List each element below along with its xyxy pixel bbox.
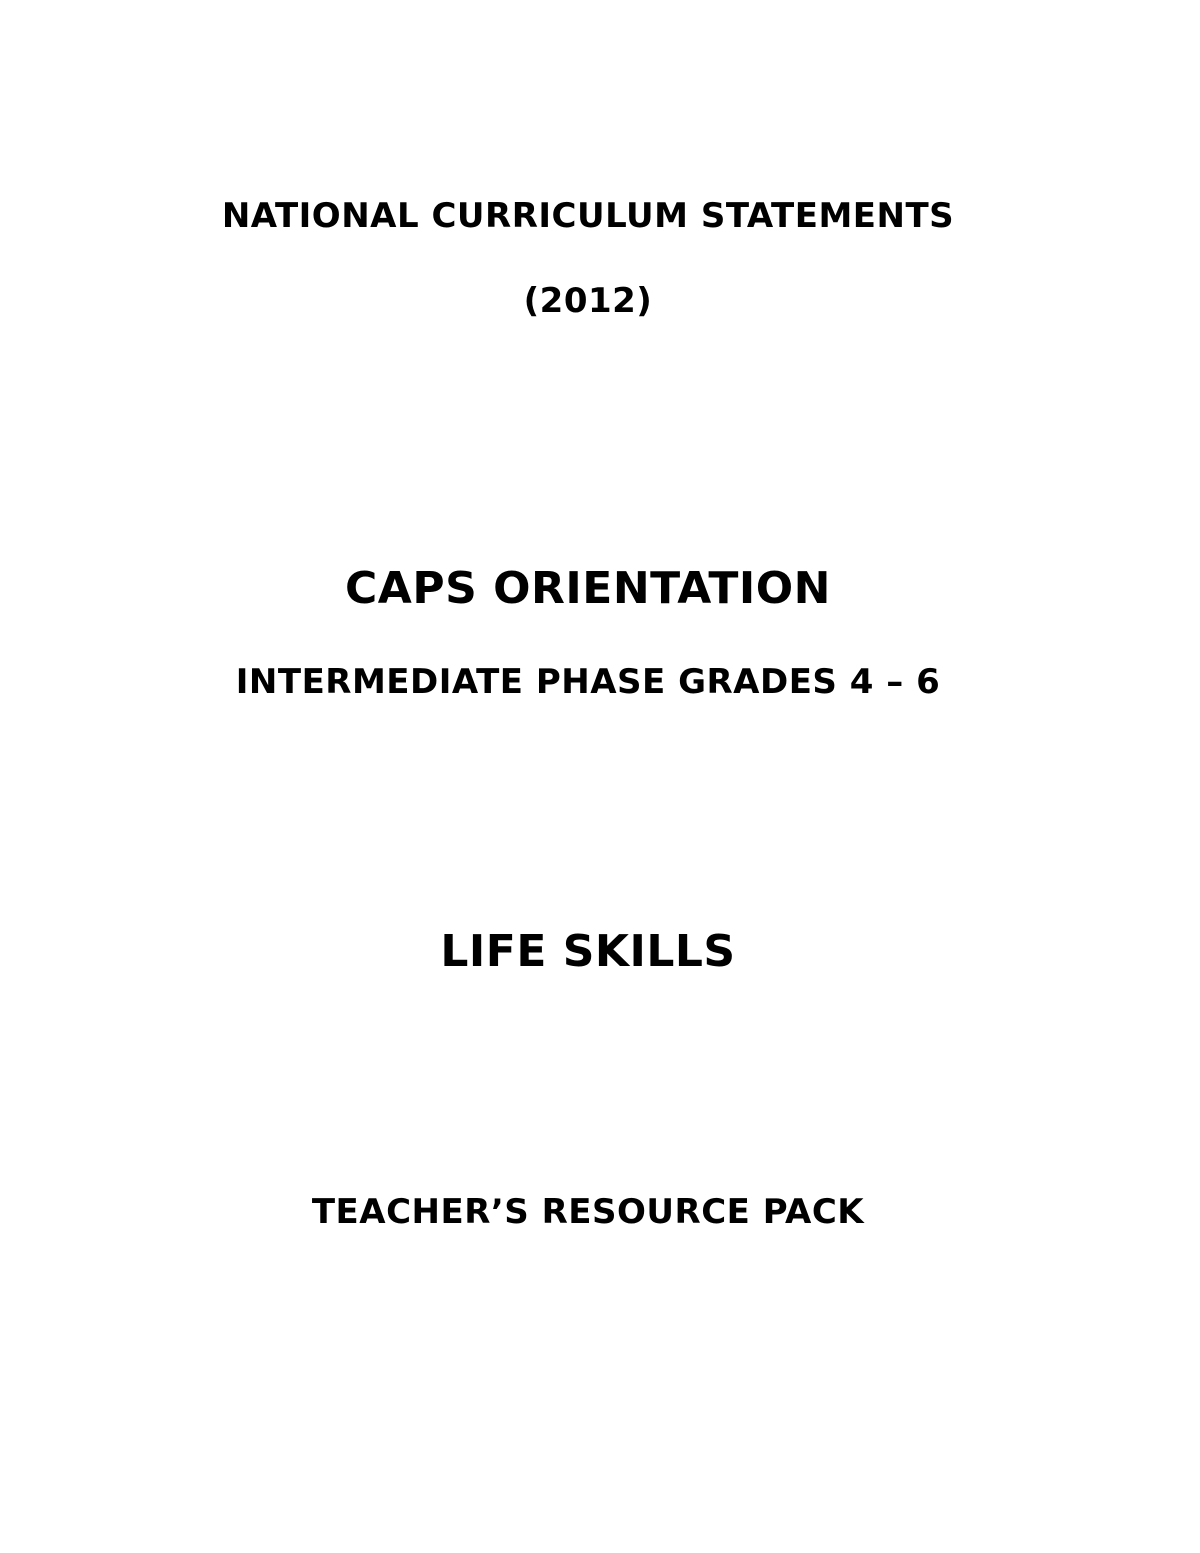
year-label: (2012) — [523, 281, 653, 321]
document-title: CAPS ORIENTATION — [345, 563, 831, 614]
subject-title: LIFE SKILLS — [440, 926, 736, 977]
curriculum-heading: NATIONAL CURRICULUM STATEMENTS — [221, 196, 955, 236]
phase-subtitle: INTERMEDIATE PHASE GRADES 4 – 6 — [235, 662, 941, 702]
resource-pack-label: TEACHER’S RESOURCE PACK — [311, 1192, 865, 1232]
